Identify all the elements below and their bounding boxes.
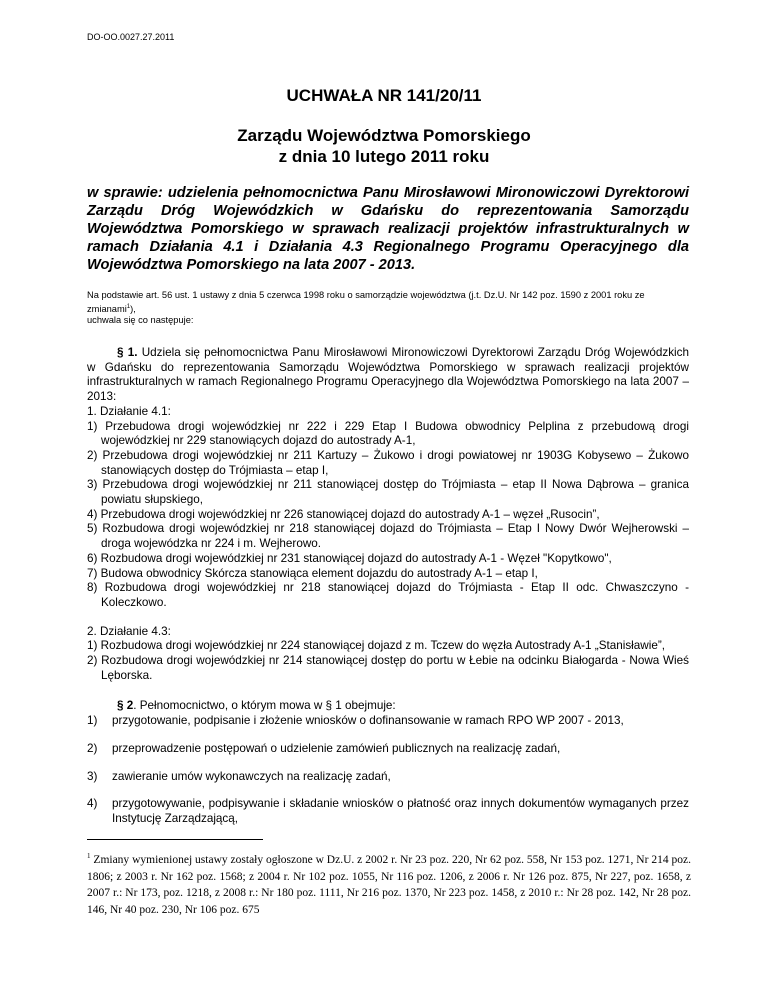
list-text: zawieranie umów wykonawczych na realizację zadań,: [112, 769, 391, 783]
list-item: 2) Rozbudowa drogi wojewódzkiej nr 214 stanowiącej dostęp do portu w Łebie na odcinku Białogarda - Nowa Wieś Lęborska.: [87, 654, 689, 682]
list-text: przeprowadzenie postępowań o udzielenie zamówień publicznych na realizację zadań,: [112, 741, 561, 755]
list-item: 4) Przebudowa drogi wojewódzkiej nr 226 stanowiącej dojazd do autostrady A-1 – węzeł „Rusocin”,: [87, 507, 600, 521]
footnote-separator: [87, 839, 263, 840]
section-2-list: [87, 714, 689, 827]
section-1-text: Udziela się pełnomocnictwa Panu Mirosławowi Mironowiczowi Dyrektorowi Zarządu Dróg Wojewódzkich w Gdańsku do reprezentowania Samorządu Województwa Pomorskiego w sprawach realizacji projektów infrastrukturalnych w ramach Regionalnego Programu Operacyjnego dla Województwa Pomorskiego na lata 2007 – 2013:: [87, 346, 689, 404]
list-number: 2): [87, 741, 98, 755]
resolution-date: z dnia 10 lutego 2011 roku: [278, 147, 490, 166]
spacer: [87, 611, 689, 625]
section-2-paragraph: [87, 699, 689, 714]
list-item: 1) Przebudowa drogi wojewódzkiej nr 222 i 229 Etap I Budowa obwodnicy Pelplina z przebudową drogi wojewódzkiej nr 229 stanowiących dojazd do autostrady A-1,: [87, 419, 689, 448]
resolution-subject: w sprawie: udzielenia pełnomocnictwa Panu Mirosławowi Mironowiczowi Dyrektorowi Zarządu Dróg Wojewódzkich w Gdańsku do reprezentowania Samorządu Województwa Pomorskiego w sprawach realizacji projektów infrastrukturalnych w ramach Działania 4.1 i Działania 4.3 Regionalnego Programu Operacyjnego dla Województwa Pomorskiego na lata 2007 - 2013.: [87, 185, 689, 273]
list-item: 3) Przebudowa drogi wojewódzkiej nr 211 stanowiącej dostęp do Trójmiasta – etap II Nowa Dąbrowa – granica powiatu słupskiego,: [87, 478, 689, 507]
list-number: 4): [87, 797, 98, 811]
list-item: [87, 770, 689, 785]
group-1-list: [87, 420, 689, 611]
footnote-text: Zmiany wymienionej ustawy zostały ogłoszone w Dz.U. z 2002 r. Nr 23 poz. 220, Nr 62 poz. 558, Nr 153 poz. 1271, Nr 214 poz. 1806; z 2003 r. Nr 162 poz. 1568; z 2004 r. Nr 102 poz. 1055, Nr 116 poz. 1206, z 2006 r. Nr 126 poz. 875, Nr 227, poz. 1658, z 2007 r.: Nr 173, poz. 1218, z 2008 r.: Nr 180 poz. 1111, Nr 216 poz. 1370, Nr 223 poz. 1458, z 2010 r.: Nr 28 poz. 142, Nr 28 poz. 146, Nr 40 poz. 230, Nr 106 poz. 675: [87, 853, 691, 916]
list-item: 7) Budowa obwodnicy Skórcza stanowiąca element dojazdu do autostrady A-1 – etap I,: [87, 566, 538, 580]
group-1-heading: 1. Działanie 4.1:: [87, 404, 171, 418]
list-item: 5) Rozbudowa drogi wojewódzkiej nr 218 stanowiącej dojazd do Trójmiasta – Etap I Nowy Dwór Wejherowski – droga wojewódzka nr 224 i m. Wejherowo.: [87, 522, 689, 551]
list-text: przygotowywanie, podpisywanie i składanie wniosków o płatność oraz innych dokumentów wymaganych przez Instytucję Zarządzającą,: [112, 797, 689, 825]
group-2-heading: 2. Działanie 4.3:: [87, 624, 171, 638]
legal-basis-line: [87, 290, 687, 315]
resolution-title: UCHWAŁA NR 141/20/11: [286, 86, 482, 105]
footnote-reference[interactable]: 1: [126, 303, 131, 310]
resolution-issuer: Zarządu Województwa Pomorskiego: [237, 126, 531, 145]
document-reference: DO-OO.0027.27.2011: [87, 32, 175, 42]
list-item: [87, 797, 689, 826]
footnote-mark: 1: [87, 852, 91, 860]
section-2-text: . Pełnomocnictwo, o którym mowa w § 1 obejmuje:: [133, 699, 396, 713]
section-2-label: § 2: [117, 699, 134, 713]
legal-basis-text: Na podstawie art. 56 ust. 1 ustawy z dnia 5 czerwca 1998 roku o samorządzie województwa (j.t. Dz.U. Nr 142 poz. 1590 z 2001 roku ze zmianami: [87, 290, 645, 314]
list-item: 6) Rozbudowa drogi wojewódzkiej nr 231 stanowiącej dojazd do autostrady A-1 - Węzeł "Kopytkowo",: [87, 551, 612, 565]
resolution-issuer-block: [0, 125, 768, 167]
resolution-formula: uchwala się co następuje:: [87, 315, 194, 326]
list-number: 1): [87, 714, 98, 728]
legal-basis: [87, 290, 687, 327]
footnote: [87, 848, 691, 919]
list-item: [87, 714, 689, 729]
list-item: 8) Rozbudowa drogi wojewódzkiej nr 218 stanowiącej dojazd do Trójmiasta - Etap II odc. Chwaszczyno - Koleczkowo.: [87, 581, 689, 609]
list-item: [87, 742, 689, 757]
list-item: 2) Przebudowa drogi wojewódzkiej nr 211 Kartuzy – Żukowo i drogi powiatowej nr 1903G Kobysewo – Żukowo stanowiących dostęp do Trójmiasta – etap I,: [87, 448, 689, 477]
legal-basis-text-end: ),: [130, 303, 136, 314]
list-item: 1) Rozbudowa drogi wojewódzkiej nr 224 stanowiącej dojazd z m. Tczew do węzła Autostrady A-1 „Stanisławie”,: [87, 639, 665, 653]
resolution-body: [87, 346, 689, 840]
list-number: 3): [87, 769, 98, 783]
section-1-label: § 1.: [117, 346, 138, 359]
list-text: przygotowanie, podpisanie i złożenie wniosków o dofinansowanie w ramach RPO WP 2007 - 2013,: [112, 714, 624, 728]
section-1-paragraph: [87, 346, 689, 405]
group-2-list: [87, 639, 689, 683]
